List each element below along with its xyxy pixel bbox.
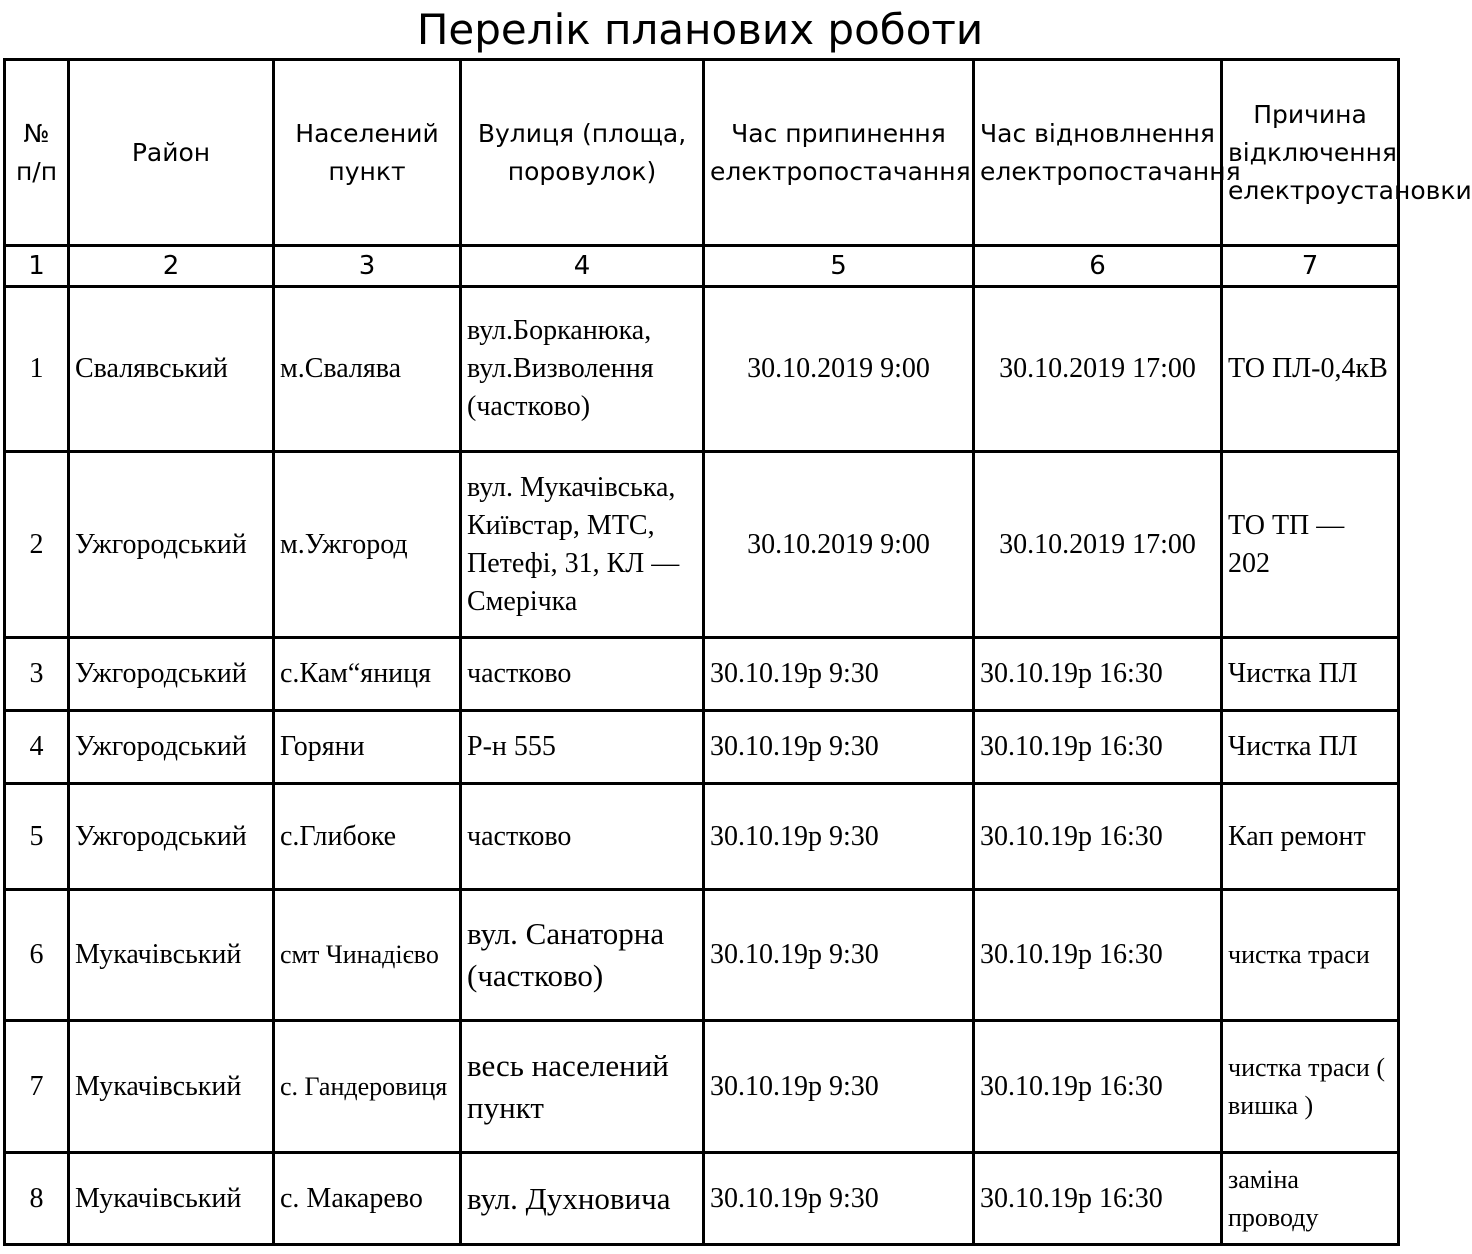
row-on-time: 30.10.2019 17:00 bbox=[974, 287, 1222, 452]
row-reason: ТО ТП — 202 bbox=[1222, 452, 1399, 638]
row-district: Мукачівський bbox=[69, 1021, 274, 1153]
header-settlement: Населений пункт bbox=[274, 60, 461, 246]
row-street: вул.Борканюка, вул.Визволення (частково) bbox=[461, 287, 704, 452]
row-district: Ужгородський bbox=[69, 452, 274, 638]
row-num: 6 bbox=[5, 890, 69, 1021]
row-settlement: с. Макарево bbox=[274, 1153, 461, 1245]
header-num: № п/п bbox=[5, 60, 69, 246]
row-on-time: 30.10.19р 16:30 bbox=[974, 1021, 1222, 1153]
row-off-time: 30.10.2019 9:00 bbox=[704, 287, 974, 452]
row-reason: ТО ПЛ-0,4кВ bbox=[1222, 287, 1399, 452]
table-row bbox=[5, 287, 1399, 452]
row-num: 3 bbox=[5, 638, 69, 711]
row-district: Ужгородський bbox=[69, 784, 274, 890]
row-settlement: м.Ужгород bbox=[274, 452, 461, 638]
row-off-time: 30.10.2019 9:00 bbox=[704, 452, 974, 638]
row-settlement: с.Кам“яниця bbox=[274, 638, 461, 711]
row-street: вул. Санаторна (частково) bbox=[461, 890, 704, 1021]
row-settlement: м.Свалява bbox=[274, 287, 461, 452]
row-street: частково bbox=[461, 638, 704, 711]
row-street: частково bbox=[461, 784, 704, 890]
table-row bbox=[5, 711, 1399, 784]
row-num: 1 bbox=[5, 287, 69, 452]
row-reason: Чистка ПЛ bbox=[1222, 711, 1399, 784]
header-reason: Причина відключення електроустановки bbox=[1222, 60, 1399, 246]
row-district: Мукачівський bbox=[69, 890, 274, 1021]
column-number: 4 bbox=[461, 246, 704, 287]
column-number: 5 bbox=[704, 246, 974, 287]
row-reason: Кап ремонт bbox=[1222, 784, 1399, 890]
table-row bbox=[5, 784, 1399, 890]
row-on-time: 30.10.19р 16:30 bbox=[974, 638, 1222, 711]
column-number: 1 bbox=[5, 246, 69, 287]
row-settlement: с.Глибоке bbox=[274, 784, 461, 890]
row-off-time: 30.10.19р 9:30 bbox=[704, 638, 974, 711]
table-row bbox=[5, 890, 1399, 1021]
row-num: 2 bbox=[5, 452, 69, 638]
row-reason: чистка траси bbox=[1222, 890, 1399, 1021]
column-number: 2 bbox=[69, 246, 274, 287]
row-reason: чистка траси ( вишка ) bbox=[1222, 1021, 1399, 1153]
row-settlement: с. Гандеровиця bbox=[274, 1021, 461, 1153]
row-off-time: 30.10.19р 9:30 bbox=[704, 1021, 974, 1153]
row-district: Ужгородський bbox=[69, 711, 274, 784]
table-row bbox=[5, 452, 1399, 638]
row-num: 8 bbox=[5, 1153, 69, 1245]
schedule-table bbox=[3, 58, 1472, 1246]
column-number-row bbox=[5, 246, 1399, 287]
row-off-time: 30.10.19р 9:30 bbox=[704, 890, 974, 1021]
row-street: вул. Мукачівська, Київстар, МТС, Петефі, 31, КЛ — Смерічка bbox=[461, 452, 704, 638]
table-row bbox=[5, 638, 1399, 711]
row-reason: Чистка ПЛ bbox=[1222, 638, 1399, 711]
row-on-time: 30.10.2019 17:00 bbox=[974, 452, 1222, 638]
column-number: 6 bbox=[974, 246, 1222, 287]
row-off-time: 30.10.19р 9:30 bbox=[704, 784, 974, 890]
row-off-time: 30.10.19р 9:30 bbox=[704, 711, 974, 784]
header-district: Район bbox=[69, 60, 274, 246]
column-number: 7 bbox=[1222, 246, 1399, 287]
row-street: Р-н 555 bbox=[461, 711, 704, 784]
row-street: весь населений пункт bbox=[461, 1021, 704, 1153]
header-off-time: Час припинення електропостачання bbox=[704, 60, 974, 246]
header-on-time: Час відновлнення електропостачання bbox=[974, 60, 1222, 246]
column-number: 3 bbox=[274, 246, 461, 287]
row-on-time: 30.10.19р 16:30 bbox=[974, 1153, 1222, 1245]
row-num: 5 bbox=[5, 784, 69, 890]
row-on-time: 30.10.19р 16:30 bbox=[974, 890, 1222, 1021]
page-title: Перелік планових роботи bbox=[416, 5, 984, 54]
row-district: Ужгородський bbox=[69, 638, 274, 711]
row-on-time: 30.10.19р 16:30 bbox=[974, 784, 1222, 890]
row-num: 4 bbox=[5, 711, 69, 784]
row-settlement: смт Чинадієво bbox=[274, 890, 461, 1021]
header-row bbox=[5, 60, 1399, 246]
row-settlement: Горяни bbox=[274, 711, 461, 784]
table-row bbox=[5, 1021, 1399, 1153]
row-street: вул. Духновича bbox=[461, 1153, 704, 1245]
header-street: Вулиця (площа, поровулок) bbox=[461, 60, 704, 246]
row-district: Свалявський bbox=[69, 287, 274, 452]
table-row bbox=[5, 1153, 1399, 1245]
row-district: Мукачівський bbox=[69, 1153, 274, 1245]
row-reason: заміна проводу bbox=[1222, 1153, 1399, 1245]
row-off-time: 30.10.19р 9:30 bbox=[704, 1153, 974, 1245]
row-on-time: 30.10.19р 16:30 bbox=[974, 711, 1222, 784]
row-num: 7 bbox=[5, 1021, 69, 1153]
